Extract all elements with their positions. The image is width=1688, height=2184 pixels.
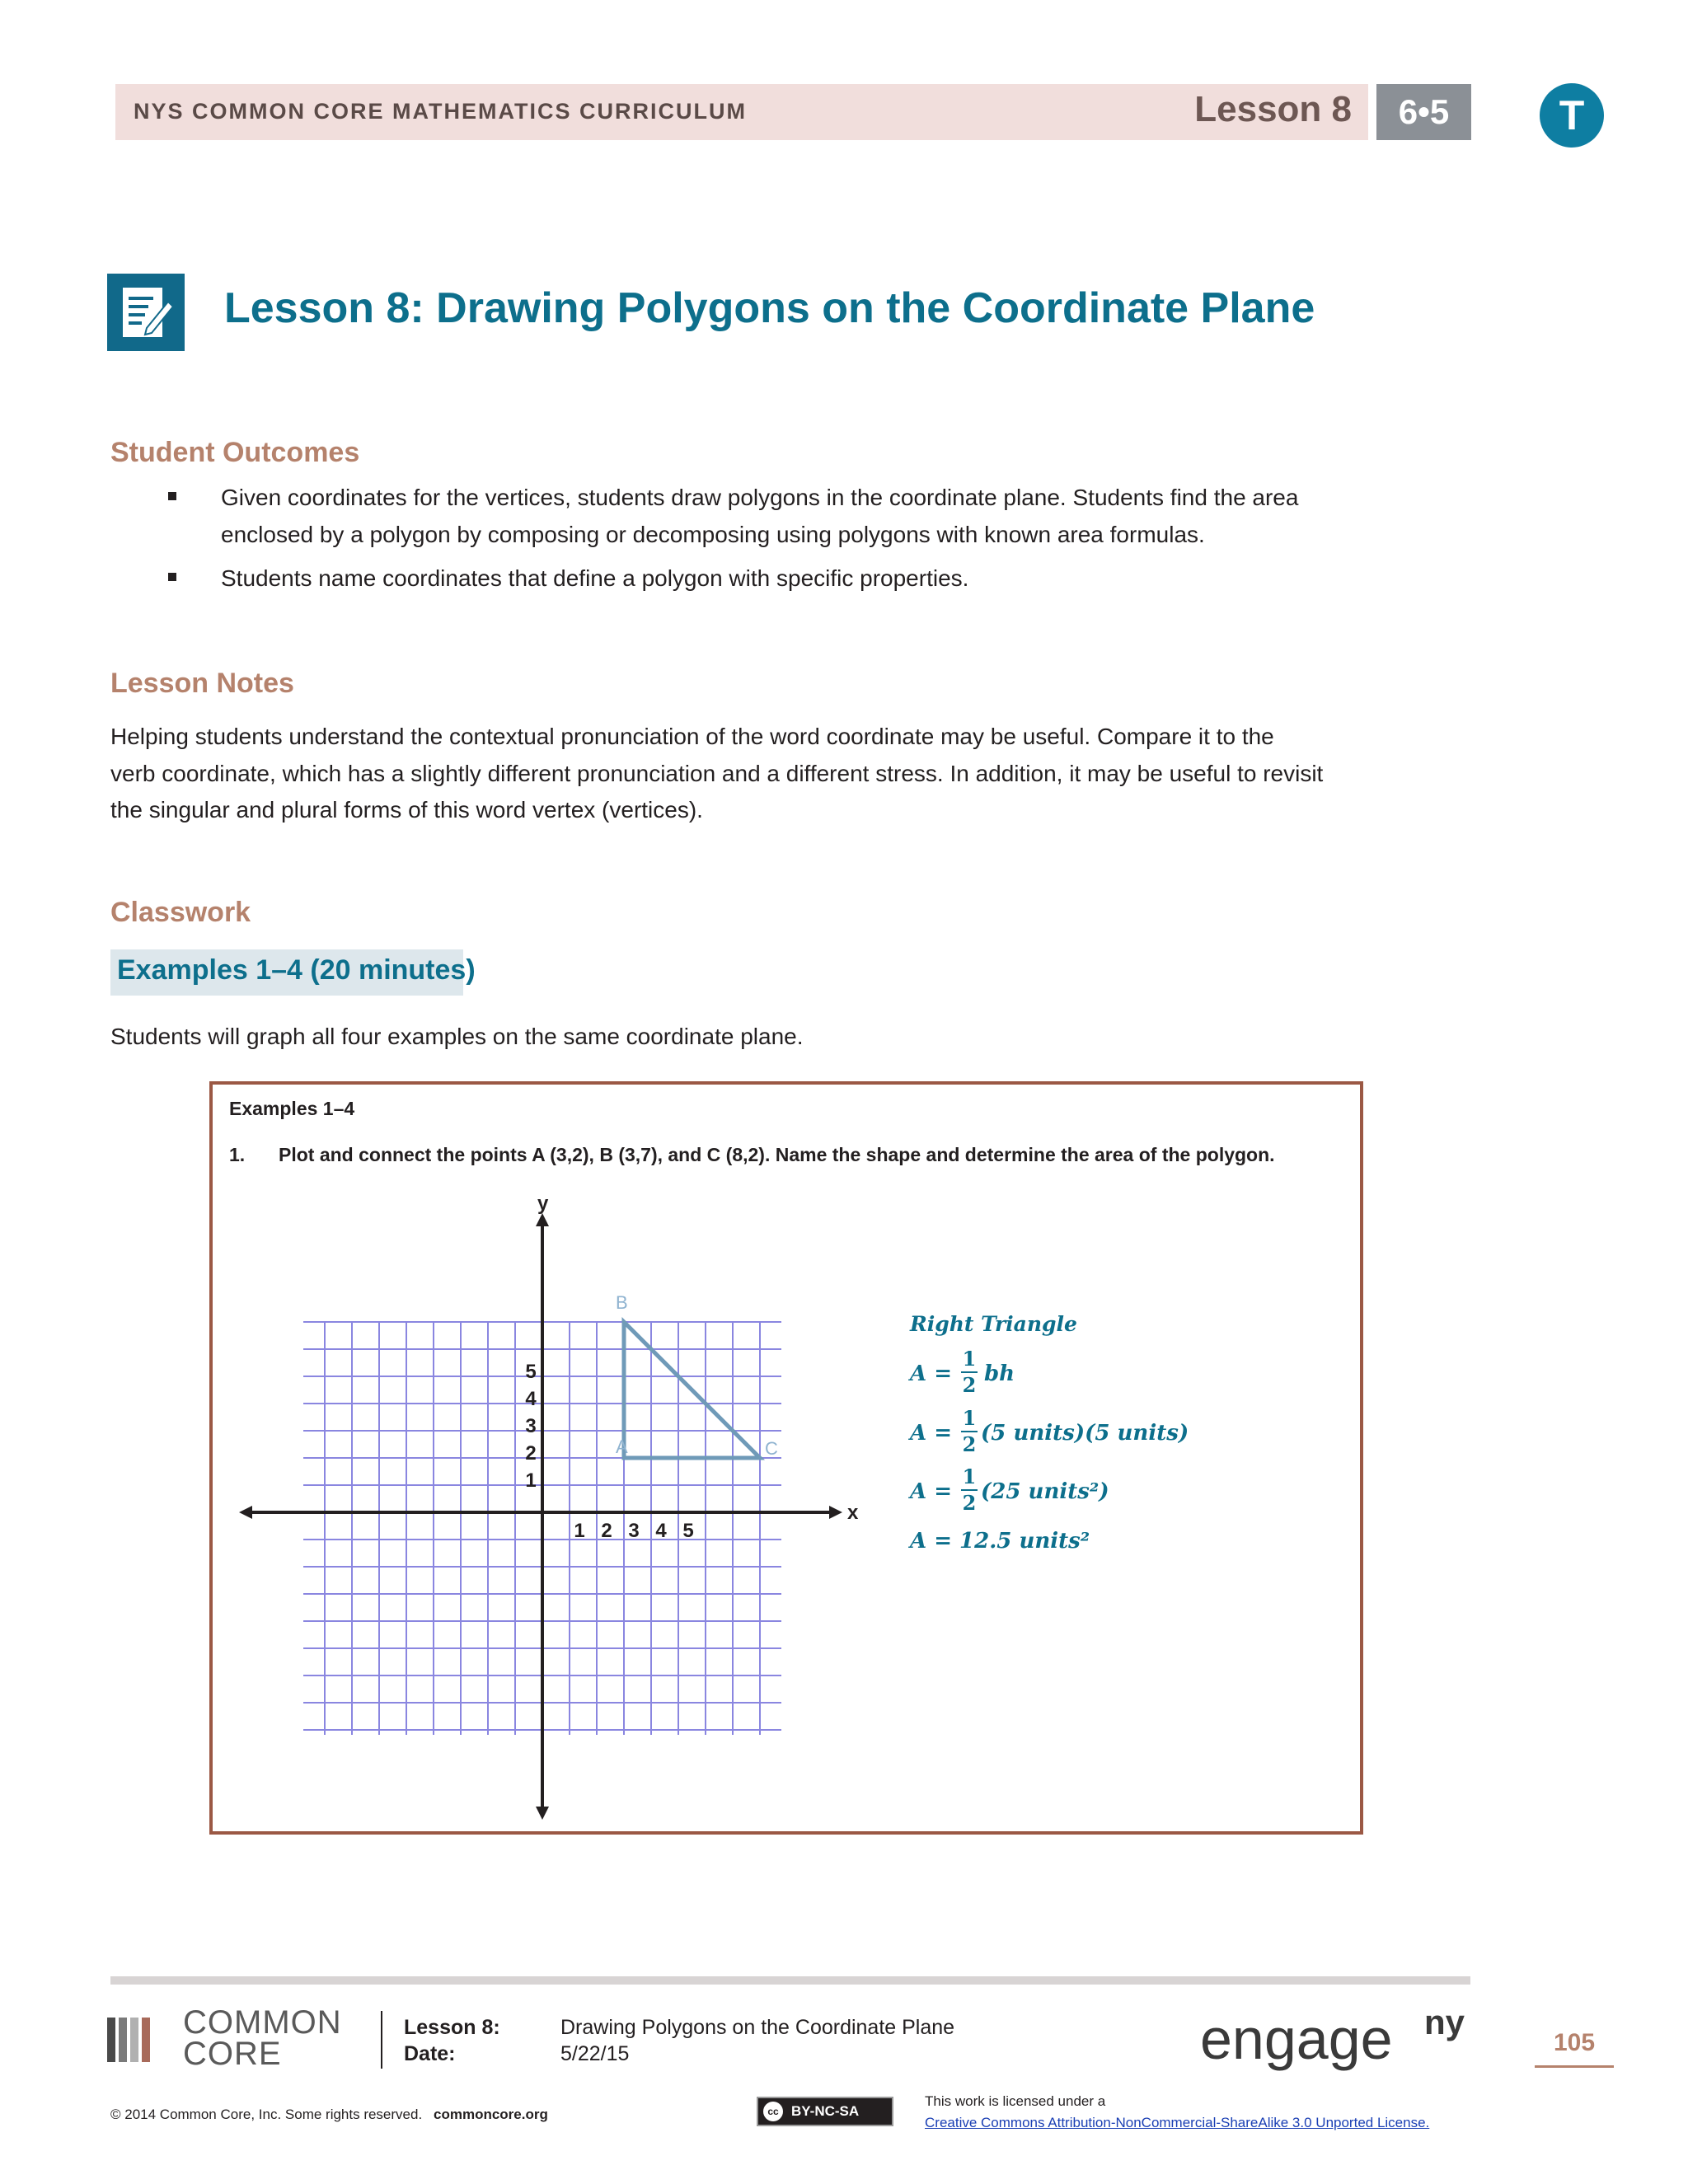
y-tick-label: 3 [525, 1415, 537, 1437]
page-number: 105 [1553, 2029, 1596, 2056]
classwork-intro: Students will graph all four examples on the same coordinate plane. [110, 1024, 804, 1049]
outcomes-heading: Student Outcomes [110, 437, 360, 468]
y-axis-arrow-up [536, 1213, 549, 1226]
x-axis-label: x [847, 1502, 859, 1524]
answer-line-3: A = [910, 1479, 953, 1504]
footer-divider [381, 2011, 382, 2069]
notes-line-2: verb coordinate, which has a slightly different pronunciation and a different stress. In addition, it may be useful to revisit [110, 761, 1324, 786]
outcome-1-line-1: Given coordinates for the vertices, students draw polygons in the coordinate plane. Students find the area [221, 485, 1299, 510]
copyright-text: © 2014 Common Core, Inc. Some rights reserved. [110, 2107, 423, 2122]
bullet-marker [168, 573, 176, 581]
y-tick-label: 2 [525, 1442, 537, 1465]
point-label-c: C [765, 1438, 778, 1459]
example-prompt: Plot and connect the points A (3,2), B (3,7), and C (8,2). Name the shape and determine the area of the polygon. [279, 1144, 1275, 1165]
page-number-rule [1535, 2065, 1614, 2068]
cc-icon: cc [763, 2102, 783, 2121]
answer-line-2: A = [910, 1421, 953, 1446]
x-axis-arrow-right [829, 1506, 842, 1519]
answer-line-1: A = [910, 1361, 953, 1386]
cc-badge-text: BY-NC-SA [791, 2103, 860, 2119]
x-tick-label: 2 [601, 1520, 612, 1542]
fraction-numerator: 1 [962, 1465, 977, 1488]
examples-banner-text: Examples 1–4 (20 minutes) [117, 954, 476, 986]
license-line-1: This work is licensed under a [925, 2093, 1106, 2109]
brand-common: COMMON [183, 2004, 342, 2041]
y-tick-label: 5 [525, 1361, 537, 1383]
outcome-1-line-2: enclosed by a polygon by composing or decomposing using polygons with known area formulas. [221, 522, 1205, 547]
point-label-a: A [616, 1436, 628, 1457]
x-tick-label: 3 [628, 1520, 640, 1542]
lesson-document-icon [107, 274, 185, 351]
footer-rule [110, 1976, 1470, 1985]
x-tick-label: 1 [574, 1520, 585, 1542]
copyright-site: commoncore.org [434, 2107, 548, 2122]
notes-line-3: the singular and plural forms of this word vertex (vertices). [110, 797, 703, 823]
fraction-numerator: 1 [962, 1406, 977, 1430]
grade-badge: 6•5 [1376, 84, 1471, 140]
answer-shape: Right Triangle [910, 1312, 1077, 1336]
answer-line-4: A = 12.5 units² [910, 1529, 1090, 1554]
y-axis-label: y [537, 1195, 549, 1215]
brand-core: CORE [183, 2036, 282, 2072]
example-number: 1. [229, 1144, 246, 1165]
x-tick-label: 4 [655, 1520, 667, 1542]
bullet-marker [168, 492, 176, 500]
fraction-denominator: 2 [962, 1432, 977, 1456]
example-box-heading: Examples 1–4 [229, 1098, 355, 1119]
fraction-numerator: 1 [962, 1347, 977, 1371]
common-core-logo [107, 2011, 173, 2064]
notes-line-1: Helping students understand the contextual pronunciation of the word coordinate may be useful. Compare it to the [110, 724, 1274, 749]
y-tick-label: 1 [525, 1469, 537, 1492]
license-link[interactable]: Creative Commons Attribution-NonCommercial-ShareAlike 3.0 Unported License. [925, 2115, 1430, 2130]
answer-line-2-tail: (5 units)(5 units) [981, 1421, 1189, 1446]
page-title: Lesson 8: Drawing Polygons on the Coordinate Plane [224, 284, 1315, 332]
footer-lesson-value: Drawing Polygons on the Coordinate Plane [560, 2016, 955, 2039]
footer-lesson-label: Lesson 8: [404, 2016, 500, 2039]
x-axis-arrow-left [239, 1506, 252, 1519]
coordinate-plane-chart [239, 1195, 865, 1821]
y-tick-label: 4 [525, 1388, 537, 1410]
point-label-b: B [616, 1292, 628, 1313]
notes-heading: Lesson Notes [110, 668, 294, 699]
fraction-denominator: 2 [962, 1373, 977, 1397]
y-axis-arrow-down [536, 1807, 549, 1820]
classwork-heading: Classwork [110, 897, 251, 928]
footer-date-value: 5/22/15 [560, 2042, 630, 2065]
teacher-badge: T [1540, 83, 1604, 148]
triangle-abc [624, 1322, 760, 1458]
x-tick-label: 5 [682, 1520, 694, 1542]
answer-line-3-tail: (25 units²) [981, 1479, 1109, 1504]
fraction-denominator: 2 [962, 1491, 977, 1515]
curriculum-label: NYS COMMON CORE MATHEMATICS CURRICULUM [134, 99, 747, 124]
engageny-superscript: ny [1424, 2003, 1465, 2041]
outcome-2-line-1: Students name coordinates that define a polygon with specific properties. [221, 565, 969, 591]
footer-date-label: Date: [404, 2042, 456, 2065]
engageny-logo: engage [1200, 2007, 1393, 2071]
cc-license-badge [757, 2097, 893, 2126]
header-lesson: Lesson 8 [1194, 89, 1352, 129]
answer-line-1-tail: bh [984, 1361, 1015, 1386]
